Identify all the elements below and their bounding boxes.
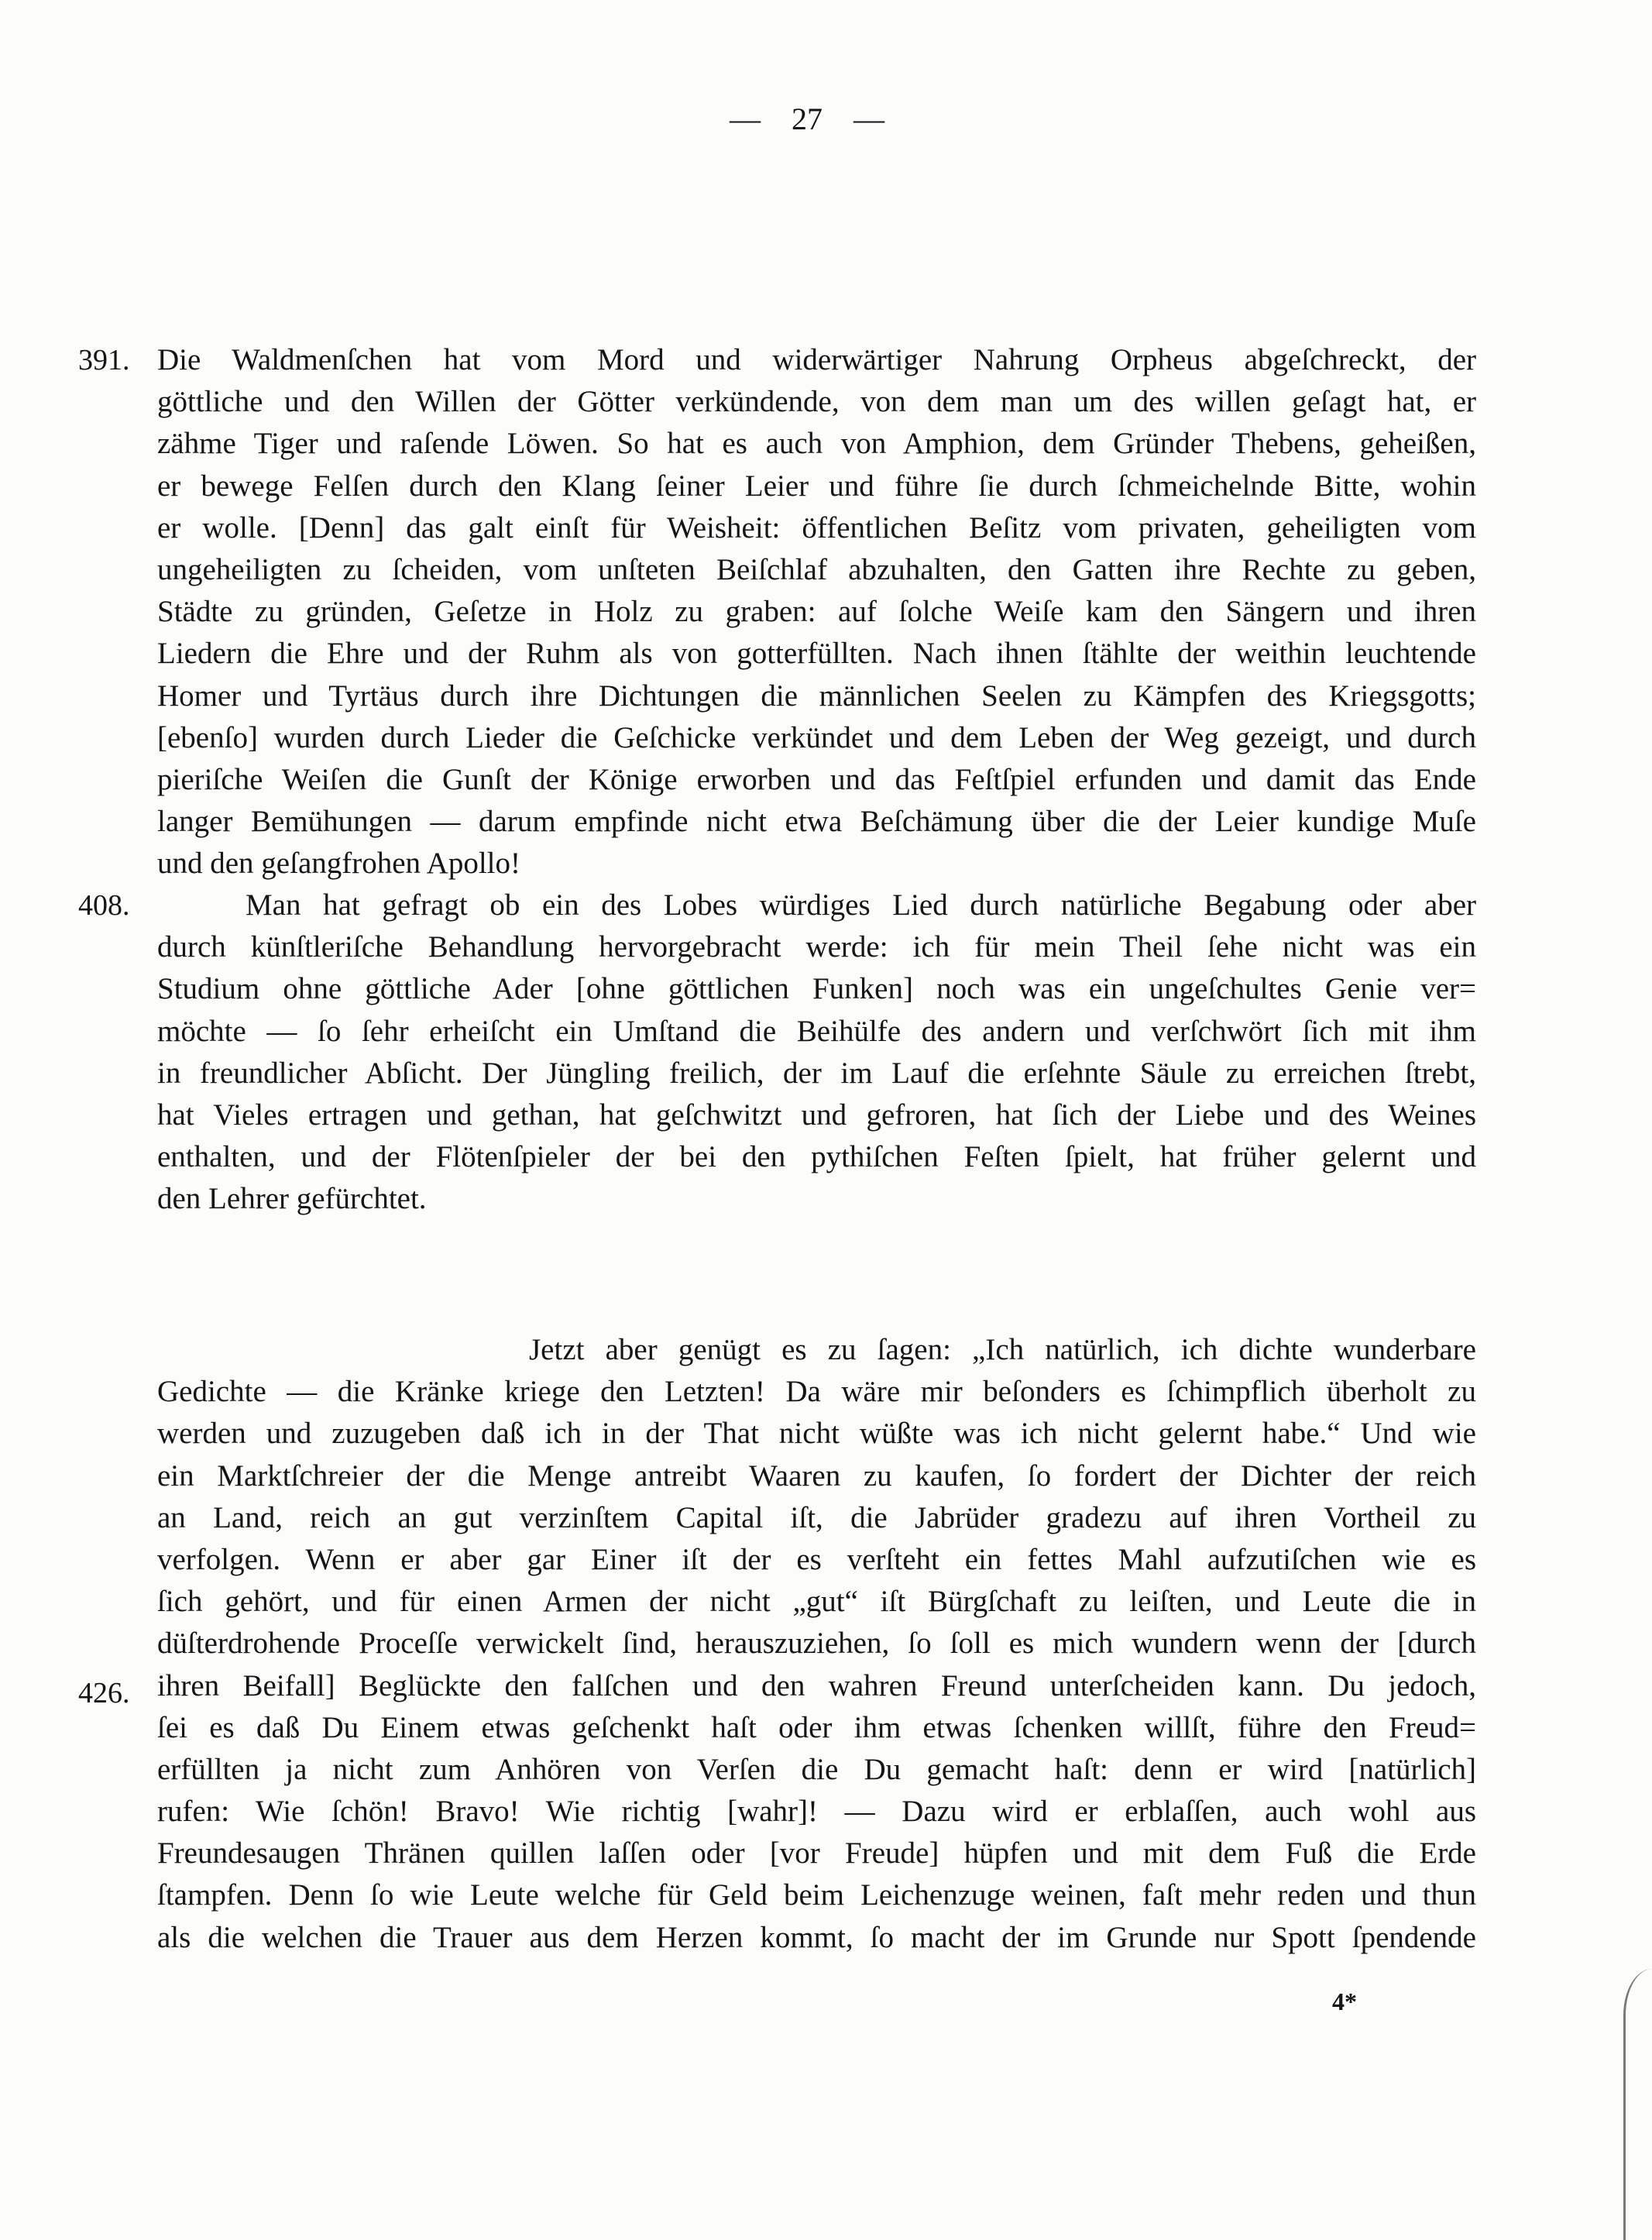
text-line: er bewege Felſen durch den Klang ſeiner Leier und führe ſie durch ſchmeichelnde Bitte, wohin <box>157 469 1476 503</box>
text-line: und den geſangfrohen Apollo! <box>157 847 520 881</box>
paragraph-391 <box>78 339 1476 885</box>
text-line: zähme Tiger und raſende Löwen. So hat es auch von Amphion, dem Gründer Thebens, geheißen, <box>157 427 1476 461</box>
text-line: in freundlicher Abſicht. Der Jüngling freilich, der im Lauf die erſehnte Säule zu erreichen ſtrebt, <box>157 1056 1476 1090</box>
text-line: werden und zuzugeben daß ich in der That nicht wüßte was ich nicht gelernt habe.“ Und wie <box>157 1417 1476 1451</box>
line-text: Die Waldmenſchen hat vom Mord und widerwärtiger Nahrung Orpheus abgeſchreckt, der <box>157 343 1476 376</box>
line-text: Jetzt aber genügt es zu ſagen: „Ich natürlich, ich dichte wunderbare <box>529 1333 1476 1366</box>
text-line <box>78 885 1476 926</box>
text-line: rufen: Wie ſchön! Bravo! Wie richtig [wahr]! — Dazu wird er erblaſſen, auch wohl aus <box>157 1795 1476 1829</box>
text-line: langer Bemühungen — darum empfinde nicht etwa Beſchämung über die der Leier kundige Muſe <box>157 805 1476 839</box>
text-line: durch künſtleriſche Behandlung hervorgebracht werde: ich für mein Theil ſehe nicht was ein <box>157 930 1476 964</box>
text-line: verfolgen. Wenn er aber gar Einer iſt der es verſteht ein fettes Mahl aufzutiſchen wie es <box>157 1542 1476 1576</box>
text-line: an Land, reich an gut verzinſtem Capital iſt, die Jabrüder gradezu auf ihren Vortheil zu <box>157 1500 1476 1534</box>
verse-number: 408. <box>78 889 130 922</box>
text-line: Freundesaugen Thränen quillen laſſen oder [vor Freude] hüpfen und mit dem Fuß die Erde <box>157 1836 1476 1871</box>
text-line: Gedichte — die Kränke kriege den Letzten! Da wäre mir beſonders es ſchimpflich überholt zu <box>157 1375 1476 1409</box>
text-line: pieriſche Weiſen die Gunſt der Könige erworben und das Feſtſpiel erfunden und damit das Ende <box>157 762 1476 796</box>
line-text: ihren Beifall] Beglückte den falſchen und den wahren Freund unterſcheiden kann. Du jedoch, <box>157 1668 1476 1702</box>
text-line: ungeheiligten zu ſcheiden, vom unſteten Beiſchlaf abzuhalten, den Gatten ihre Rechte zu geben, <box>157 552 1476 586</box>
text-line: ſich gehört, und für einen Armen der nicht „gut“ iſt Bürgſchaft zu leiſten, und Leute die in <box>157 1585 1476 1619</box>
text-line: erfüllten ja nicht zum Anhören von Verſen die Du gemacht haſt: denn er wird [natürlich] <box>157 1752 1476 1786</box>
text-line: düſterdrohende Proceſſe verwickelt ſind, herauszuziehen, ſo ſoll es mich wundern wenn der [durch <box>157 1627 1476 1661</box>
page-number-header: — 27 — <box>730 101 884 136</box>
paragraph-416 <box>78 1329 1476 1959</box>
text-line <box>78 339 1476 381</box>
text-line: ſtampfen. Denn ſo wie Leute welche für Geld beim Leichenzuge weinen, faſt mehr reden und thun <box>157 1878 1476 1912</box>
text-line: enthalten, und der Flötenſpieler der bei den pythiſchen Feſten ſpielt, hat früher gelernt und <box>157 1140 1476 1174</box>
line-text: Man hat gefragt ob ein des Lobes würdiges Lied durch natürliche Begabung oder aber <box>246 888 1476 922</box>
page-edge-shadow <box>1623 1969 1652 2240</box>
text-line: Studium ohne göttliche Ader [ohne göttlichen Funken] noch was ein ungeſchultes Genie ver= <box>157 972 1476 1006</box>
paragraph-408 <box>78 885 1476 1221</box>
text-line: den Lehrer gefürchtet. <box>157 1182 427 1216</box>
text-line: Liedern die Ehre und der Ruhm als von gotterfüllten. Nach ihnen ſtählte der weithin leuchtende <box>157 637 1476 671</box>
text-line: er wolle. [Denn] das galt einſt für Weisheit: öffentlichen Beſitz vom privaten, geheiligten vom <box>157 510 1476 545</box>
text-line: Städte zu gründen, Geſetze in Holz zu graben: auf ſolche Weiſe kam den Sängern und ihren <box>157 595 1476 629</box>
text-line: als die welchen die Trauer aus dem Herzen kommt, ſo macht der im Grunde nur Spott ſpendende <box>157 1920 1476 1954</box>
text-line <box>78 1665 1476 1709</box>
text-line: Homer und Tyrtäus durch ihre Dichtungen die männlichen Seelen zu Kämpfen des Kriegsgotts; <box>157 679 1476 713</box>
text-line: ein Marktſchreier der die Menge antreibt Waaren zu kaufen, ſo fordert der Dichter der reich <box>157 1458 1476 1493</box>
verse-number: 426. <box>78 1676 130 1709</box>
text-line: [ebenſo] wurden durch Lieder die Geſchicke verkündet und dem Leben der Weg gezeigt, und durch <box>157 720 1476 754</box>
text-line: möchte — ſo ſehr erheiſcht ein Umſtand die Beihülfe des andern und verſchwört ſich mit ihm <box>157 1014 1476 1048</box>
text-line <box>157 1329 1476 1371</box>
text-line: göttliche und den Willen der Götter verkündende, von dem man um des willen geſagt hat, er <box>157 385 1476 419</box>
signature-mark: 4* <box>1332 1987 1357 2015</box>
text-line: hat Vieles ertragen und gethan, hat geſchwitzt und gefroren, hat ſich der Liebe und des Weines <box>157 1098 1476 1132</box>
text-line: ſei es daß Du Einem etwas geſchenkt haſt oder ihm etwas ſchenken willſt, führe den Freud= <box>157 1710 1476 1744</box>
verse-number: 391. <box>78 344 130 376</box>
